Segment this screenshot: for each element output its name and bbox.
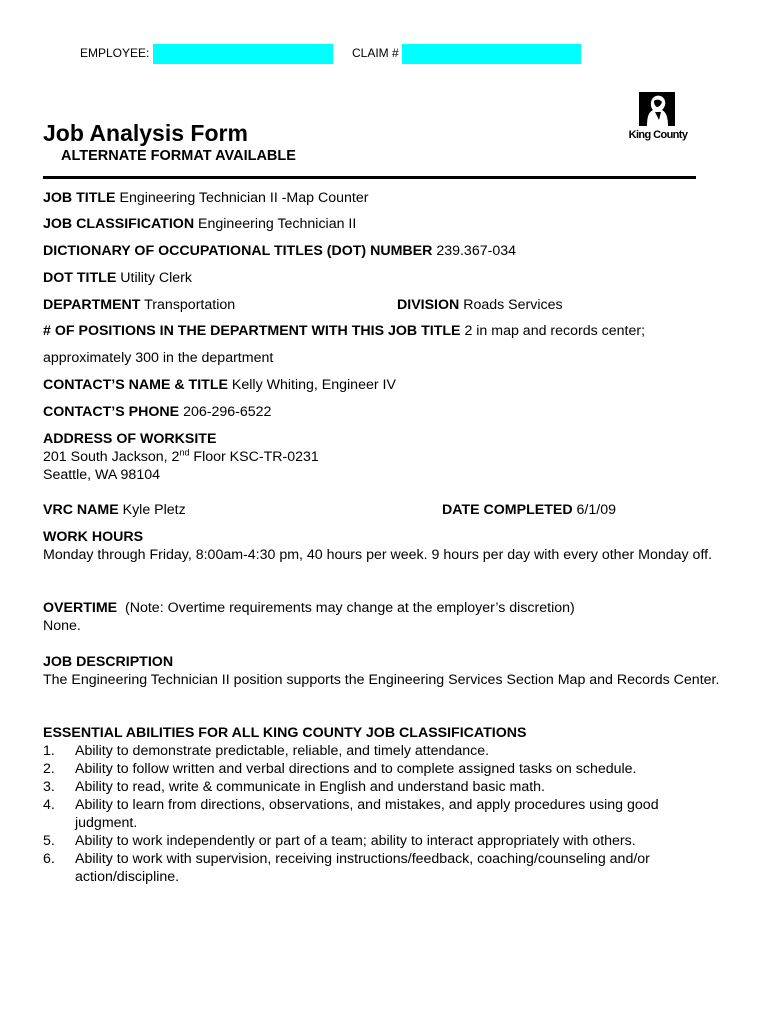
vrc-label: VRC NAME <box>43 502 119 518</box>
list-item-text: Ability to demonstrate predictable, reliable, and timely attendance. <box>75 743 490 759</box>
address-label: ADDRESS OF WORKSITE <box>43 431 217 447</box>
list-item-text: Ability to work independently or part of a team; ability to interact appropriately with others. <box>75 833 636 849</box>
date-completed-value: 6/1/09 <box>576 502 616 518</box>
list-item <box>43 742 713 760</box>
contact-phone-label: CONTACT’S PHONE <box>43 404 180 420</box>
employee-label: EMPLOYEE: <box>80 46 150 60</box>
address-line-1-floor: Floor KSC-TR-0231 <box>189 449 319 465</box>
employee-field-redacted <box>153 44 333 64</box>
date-completed-row <box>442 502 616 518</box>
job-title-row <box>43 190 368 206</box>
job-classification-row <box>43 216 356 232</box>
division-label: DIVISION <box>397 297 460 313</box>
dot-number-value: 239.367-034 <box>436 243 516 259</box>
job-description-section <box>43 653 733 689</box>
vrc-row <box>43 502 186 518</box>
contact-phone-row <box>43 404 271 420</box>
job-classification-value: Engineering Technician II <box>198 216 357 232</box>
overtime-header <box>43 599 739 617</box>
list-item <box>43 832 713 850</box>
king-county-portrait-logo-icon <box>639 92 675 126</box>
alternate-format-note: ALTERNATE FORMAT AVAILABLE <box>61 148 296 164</box>
division-value: Roads Services <box>463 297 563 313</box>
king-county-logo <box>622 92 694 144</box>
address-line-1-street: 201 South Jackson, 2 <box>43 449 180 465</box>
contact-name-label: CONTACT’S NAME & TITLE <box>43 377 228 393</box>
contact-phone-value: 206-296-6522 <box>183 404 272 420</box>
job-classification-label: JOB CLASSIFICATION <box>43 216 195 232</box>
vrc-value: Kyle Pletz <box>122 502 186 518</box>
list-item-number: 5. <box>43 833 55 849</box>
list-item-number: 6. <box>43 851 55 867</box>
overtime-section <box>43 599 739 635</box>
logo-text: King County <box>628 129 688 141</box>
overtime-label: OVERTIME <box>43 600 118 616</box>
list-item <box>43 850 713 886</box>
claim-field-redacted <box>402 44 581 64</box>
overtime-text: None. <box>43 618 81 634</box>
list-item-text: Ability to work with supervision, receiving instructions/feedback, coaching/counseling and/or action/discipline. <box>75 851 650 885</box>
dot-title-value: Utility Clerk <box>120 270 192 286</box>
list-item-number: 4. <box>43 797 55 813</box>
dot-title-row <box>43 270 192 286</box>
claim-label: CLAIM # <box>352 46 399 60</box>
dot-title-label: DOT TITLE <box>43 270 117 286</box>
contact-name-row <box>43 377 396 393</box>
work-hours-section <box>43 528 739 564</box>
dot-number-row <box>43 243 516 259</box>
overtime-note: (Note: Overtime requirements may change at the employer’s discretion) <box>125 600 575 616</box>
division-row <box>397 297 563 313</box>
title-divider <box>43 176 696 179</box>
positions-value: 2 in map and records center; <box>464 323 646 339</box>
date-completed-label: DATE COMPLETED <box>442 502 573 518</box>
department-row <box>43 297 235 313</box>
contact-name-value: Kelly Whiting, Engineer IV <box>231 377 396 393</box>
job-description-text: The Engineering Technician II position supports the Engineering Services Section Map and Records Center. <box>43 672 720 688</box>
list-item-text: Ability to learn from directions, observations, and mistakes, and apply procedures using good judgment. <box>75 797 659 831</box>
list-item-number: 3. <box>43 779 55 795</box>
list-item <box>43 796 713 832</box>
job-title-label: JOB TITLE <box>43 190 116 206</box>
positions-label: # OF POSITIONS IN THE DEPARTMENT WITH THIS JOB TITLE <box>43 323 461 339</box>
address-ordinal-suffix: nd <box>179 447 190 458</box>
worksite-address <box>43 430 319 484</box>
job-description-label: JOB DESCRIPTION <box>43 654 174 670</box>
essential-abilities-section <box>43 724 713 886</box>
list-item <box>43 778 713 796</box>
positions-row <box>43 323 645 339</box>
job-title-value: Engineering Technician II -Map Counter <box>119 190 369 206</box>
list-item-number: 2. <box>43 761 55 777</box>
list-item-number: 1. <box>43 743 55 759</box>
page-title: Job Analysis Form <box>43 120 248 146</box>
list-item-text: Ability to read, write & communicate in English and understand basic math. <box>75 779 546 795</box>
address-line-2: Seattle, WA 98104 <box>43 467 160 483</box>
work-hours-label: WORK HOURS <box>43 529 144 545</box>
department-label: DEPARTMENT <box>43 297 141 313</box>
dot-number-label: DICTIONARY OF OCCUPATIONAL TITLES (DOT) NUMBER <box>43 243 433 259</box>
list-item <box>43 760 713 778</box>
work-hours-text: Monday through Friday, 8:00am-4:30 pm, 40 hours per week. 9 hours per day with every other Monday off. <box>43 547 713 563</box>
department-value: Transportation <box>144 297 236 313</box>
essential-abilities-list <box>43 742 713 886</box>
positions-continued: approximately 300 in the department <box>43 350 274 366</box>
essential-abilities-label: ESSENTIAL ABILITIES FOR ALL KING COUNTY JOB CLASSIFICATIONS <box>43 725 527 741</box>
address-line-1 <box>43 448 319 466</box>
list-item-text: Ability to follow written and verbal directions and to complete assigned tasks on schedule. <box>75 761 637 777</box>
